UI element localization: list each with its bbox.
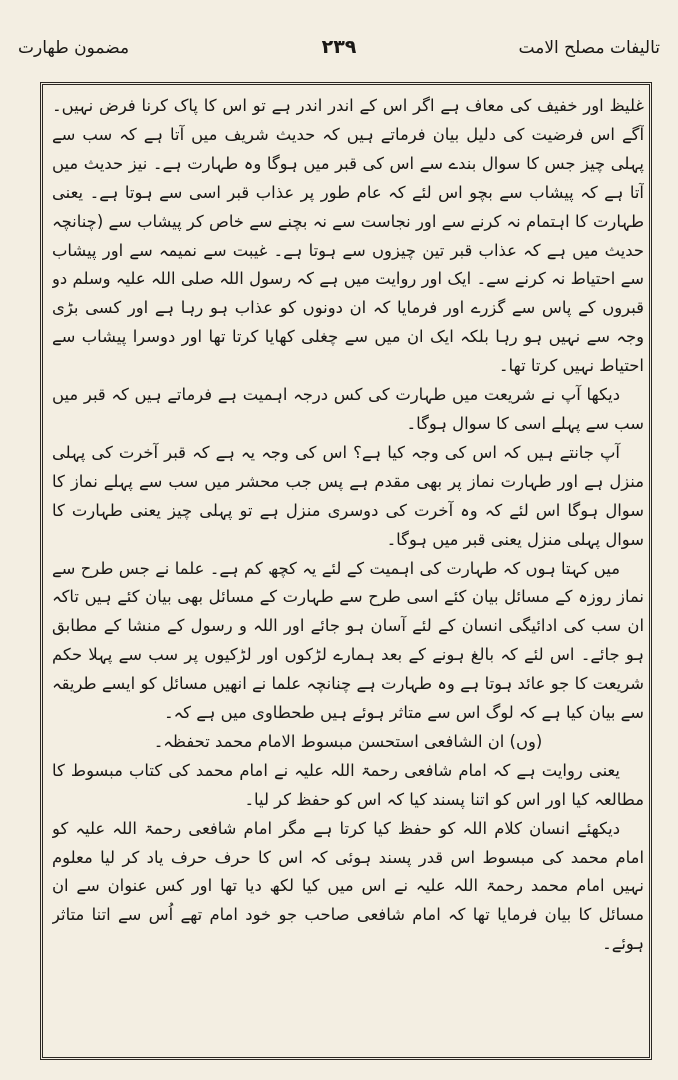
header-book-title: تالیفات مصلح الامت	[518, 38, 660, 58]
paragraph: دیکھا آپ نے شریعت میں طہارت کی کس درجہ اہمیت ہے فرماتے ہیں کہ قبر میں سب سے پہلے اسی کا سوال ہوگا۔	[52, 385, 644, 433]
paragraph: غلیظ اور خفیف کی معاف ہے اگر اس کے اندر اندر ہے تو اس کا پاک کرنا فرض نہیں۔ آگے اس فرضیت کی دلیل بیان فرماتے ہیں کہ حدیث شریف میں آتا ہے کہ سب سے پہلی چیز جس کا سوال بندے سے اس کی قبر میں ہوگا وہ طہارت ہے۔ نیز حدیث میں آتا ہے کہ پیشاب سے بچو اس لئے کہ عام طور پر عذاب قبر اسی سے ہوتا ہے۔ یعنی طہارت کا اہتمام نہ کرنے سے اور نجاست سے نہ بچنے سے خاص کر پیشاب سے (چنانچہ حدیث میں ہے کہ عذاب قبر تین چیزوں سے ہوتا ہے۔ غیبت سے نمیمہ سے اور پیشاب سے احتیاط نہ کرنے سے۔ ایک اور روایت میں ہے کہ رسول اللہ صلی اللہ علیہ وسلم دو قبروں کے پاس سے گزرے اور فرمایا کہ ان دونوں کو عذاب ہو رہا ہے اور کسی بڑی وجہ سے نہیں ہو رہا بلکہ ایک ان میں سے چغلی کھایا کرتا تھا اور دوسرا پیشاب سے احتیاط نہیں کرتا تھا۔	[52, 96, 644, 376]
paragraph: دیکھئے انسان کلام اللہ کو حفظ کیا کرتا ہے مگر امام شافعی رحمۃ اللہ علیہ کو امام محمد کی مبسوط اس قدر پسند ہوئی کہ اس کا حرف حرف یاد کر لیا معلوم نہیں امام محمد رحمۃ اللہ علیہ نے اس میں کیا لکھ دیا تھا اور کس عنوان سے ان مسائل کا بیان فرمایا تھا کہ امام شافعی صاحب جو خود امام تھے اُس سے اتنا متاثر ہوئے۔	[52, 818, 644, 954]
paragraph: میں کہتا ہوں کہ طہارت کی اہمیت کے لئے یہ کچھ کم ہے۔ علما نے جس طرح سے نماز روزہ کے مسائل بیان کئے اسی طرح سے طہارت کے مسائل بھی بیان کئے ہیں تاکہ ان سب کی ادائیگی انسان کے لئے آسان ہو جائے اور اللہ و رسول کے منشا کے مطابق ہو جائے۔ اس لئے کہ بالغ ہونے کے بعد ہمارے لڑکوں اور لڑکیوں پر سب سے پہلا حکم شریعت کا جو عائد ہوتا ہے وہ طہارت ہے چنانچہ علما نے انھیں مسائل کو ایسے طریقہ سے بیان کیا ہے کہ لوگ اس سے متاثر ہوئے ہیں طحطاوی میں ہے کہ۔	[52, 558, 644, 723]
page-number: ۲۳۹	[321, 36, 357, 58]
paragraph: آپ جانتے ہیں کہ اس کی وجہ کیا ہے؟ اس کی وجہ یہ ہے کہ قبر آخرت کی پہلی منزل ہے اور طہارت نماز پر بھی مقدم ہے پس جب محشر میں سب سے پہلے نماز کا سوال ہوگا اس لئے کہ وہ آخرت کی دوسری منزل ہے تو پہلی چیز یعنی طہارت کا سوال پہلی منزل یعنی قبر میں ہوگا۔	[52, 442, 644, 549]
arabic-quote: (وں) ان الشافعی استحسن مبسوط الامام محمد تحفظہ۔	[153, 731, 543, 751]
page-body	[52, 92, 644, 1054]
header-chapter-title: مضمون طهارت	[18, 38, 130, 58]
paragraph: یعنی روایت ہے کہ امام شافعی رحمۃ اللہ علیہ نے امام محمد کی کتاب مبسوط کا مطالعہ کیا اور اس کو اتنا پسند کیا کہ اس کو حفظ کر لیا۔	[52, 760, 644, 809]
page-header	[18, 34, 660, 64]
